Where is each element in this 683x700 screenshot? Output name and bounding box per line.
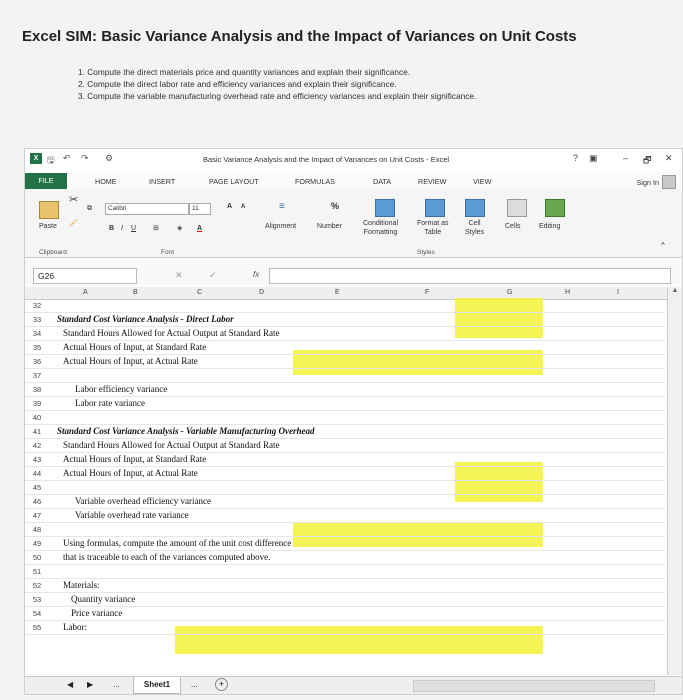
- grow-font-button[interactable]: A: [227, 203, 233, 210]
- column-header[interactable]: C: [197, 289, 203, 296]
- table-row: 42 Standard Hours Allowed for Actual Output at Standard Rate: [25, 440, 665, 453]
- sheet-more-button[interactable]: ...: [191, 680, 198, 689]
- formula-bar: [25, 262, 682, 284]
- conditional-formatting-icon[interactable]: [375, 199, 395, 217]
- tab-formulas[interactable]: FORMULAS: [295, 177, 335, 186]
- redo-icon[interactable]: ↷: [81, 153, 89, 163]
- table-row: 36 Actual Hours of Input, at Actual Rate: [25, 356, 665, 369]
- table-row: 41 Standard Cost Variance Analysis - Variable Manufacturing Overhead: [25, 426, 665, 439]
- borders-icon[interactable]: ⊞: [153, 225, 159, 232]
- table-row: 52 Materials:: [25, 580, 665, 593]
- formula-input[interactable]: [269, 268, 671, 284]
- table-row: 44 Actual Hours of Input, at Actual Rate: [25, 468, 665, 481]
- minimize-button[interactable]: –: [623, 153, 629, 163]
- cells-icon[interactable]: [507, 199, 527, 217]
- instruction-item: 1. Compute the direct materials price and quantity variances and explain their significance.: [78, 67, 411, 77]
- paste-icon[interactable]: [39, 201, 59, 219]
- table-row: 46 Variable overhead efficiency variance: [25, 496, 665, 509]
- font-group-label: Font: [161, 249, 175, 256]
- excel-logo-icon: X: [30, 153, 42, 164]
- column-headers: [25, 287, 682, 300]
- formula-cancel-icon[interactable]: ✕: [175, 270, 183, 280]
- clipboard-group-label: Clipboard: [39, 249, 67, 256]
- customize-toolbar-icon[interactable]: ⚙: [105, 153, 114, 163]
- sign-in[interactable]: [637, 175, 676, 189]
- sheet-next-button[interactable]: ▶: [87, 680, 94, 689]
- save-icon[interactable]: 🖫: [47, 155, 55, 165]
- tab-page-layout[interactable]: PAGE LAYOUT: [209, 177, 259, 186]
- alignment-button[interactable]: Alignment: [265, 223, 297, 230]
- sheet-tab[interactable]: Sheet1: [133, 677, 181, 694]
- font-color-button[interactable]: A: [197, 225, 203, 232]
- column-header[interactable]: B: [133, 289, 138, 296]
- italic-button[interactable]: I: [121, 225, 123, 232]
- tab-insert[interactable]: INSERT: [149, 177, 176, 186]
- instruction-item: 3. Compute the variable manufacturing overhead rate and efficiency variances and explain their significance.: [78, 91, 477, 101]
- table-row: 45: [25, 482, 665, 495]
- column-header[interactable]: I: [617, 289, 619, 296]
- close-button[interactable]: ✕: [665, 153, 673, 163]
- column-header[interactable]: H: [565, 289, 571, 296]
- table-row: 54 Price variance: [25, 608, 665, 621]
- cell-styles-button[interactable]: Cell Styles: [465, 220, 485, 236]
- worksheet-grid[interactable]: [25, 300, 665, 674]
- ribbon-tabs: [25, 173, 682, 189]
- cells-button[interactable]: Cells: [505, 223, 521, 230]
- sign-in-label: Sign In: [636, 177, 659, 187]
- format-as-table-button[interactable]: Format as Table: [417, 220, 449, 236]
- table-row: 33 Standard Cost Variance Analysis - Direct Labor: [25, 314, 665, 327]
- table-row: 37: [25, 370, 665, 383]
- shrink-font-button[interactable]: A: [241, 204, 246, 210]
- column-header[interactable]: G: [507, 289, 513, 296]
- vertical-scrollbar[interactable]: ▲: [667, 287, 682, 675]
- collapse-ribbon-icon[interactable]: ^: [661, 241, 665, 250]
- format-as-table-icon[interactable]: [425, 199, 445, 217]
- title-bar: [25, 149, 682, 171]
- table-row: 55 Labor:: [25, 622, 665, 635]
- font-size-select[interactable]: 11: [189, 203, 211, 215]
- excel-window: [24, 148, 683, 695]
- alignment-icon[interactable]: ≡: [279, 201, 285, 212]
- table-row: 50 that is traceable to each of the variances computed above.: [25, 552, 665, 565]
- sheet-prev-button[interactable]: ◀: [67, 680, 74, 689]
- table-row: 35 Actual Hours of Input, at Standard Rate: [25, 342, 665, 355]
- styles-group-label: Styles: [417, 249, 435, 256]
- table-row: 40: [25, 412, 665, 425]
- help-button[interactable]: ?: [573, 153, 579, 163]
- paste-label[interactable]: Paste: [39, 223, 57, 230]
- sheet-bar: [25, 676, 682, 695]
- add-sheet-button[interactable]: +: [215, 678, 228, 691]
- insert-function-button[interactable]: fx: [253, 270, 260, 279]
- undo-icon[interactable]: ↶: [63, 153, 71, 163]
- column-header[interactable]: E: [335, 289, 340, 296]
- tab-file[interactable]: FILE: [25, 173, 67, 189]
- window-title: Basic Variance Analysis and the Impact of Variances on Unit Costs - Excel: [203, 155, 450, 164]
- cut-icon[interactable]: ✂: [69, 194, 79, 206]
- instructions-list: [78, 66, 476, 102]
- table-row: 53 Quantity variance: [25, 594, 665, 607]
- table-row: 39 Labor rate variance: [25, 398, 665, 411]
- sheet-more-button[interactable]: ...: [113, 680, 120, 689]
- font-name-select[interactable]: Calibri: [105, 203, 189, 215]
- copy-icon[interactable]: ⧉: [87, 205, 92, 212]
- editing-button[interactable]: Editing: [539, 223, 561, 230]
- percent-icon[interactable]: %: [331, 201, 340, 211]
- maximize-button[interactable]: 🗗: [643, 155, 652, 165]
- horizontal-scrollbar[interactable]: [413, 680, 655, 692]
- table-row: 47 Variable overhead rate variance: [25, 510, 665, 523]
- page-heading: Excel SIM: Basic Variance Analysis and the Impact of Variances on Unit Costs: [22, 28, 577, 45]
- column-header[interactable]: A: [83, 289, 88, 296]
- table-row: 38 Labor efficiency variance: [25, 384, 665, 397]
- cell-styles-icon[interactable]: [465, 199, 485, 217]
- fill-color-icon[interactable]: ◈: [177, 225, 183, 232]
- avatar: [662, 175, 676, 189]
- tab-data[interactable]: DATA: [373, 177, 392, 186]
- format-painter-icon[interactable]: 🖌: [69, 220, 78, 227]
- column-header[interactable]: F: [425, 289, 430, 296]
- column-header[interactable]: D: [259, 289, 265, 296]
- table-row: 32: [25, 300, 665, 313]
- table-row: 43 Actual Hours of Input, at Standard Rate: [25, 454, 665, 467]
- instruction-item: 2. Compute the direct labor rate and efficiency variances and explain their significance.: [78, 79, 397, 89]
- bold-button[interactable]: B: [109, 225, 115, 232]
- tab-review[interactable]: REVIEW: [418, 177, 447, 186]
- tab-view[interactable]: VIEW: [473, 177, 492, 186]
- conditional-formatting-button[interactable]: Conditional Formatting: [363, 220, 399, 236]
- ribbon-display-icon[interactable]: ▣: [589, 153, 598, 163]
- table-row: 49 Using formulas, compute the amount of the unit cost difference: [25, 538, 665, 551]
- table-row: 34 Standard Hours Allowed for Actual Output at Standard Rate: [25, 328, 665, 341]
- number-button[interactable]: Number: [317, 223, 342, 230]
- formula-enter-icon[interactable]: ✓: [209, 270, 217, 280]
- underline-button[interactable]: U: [131, 225, 137, 232]
- table-row: 48: [25, 524, 665, 537]
- table-row: 51: [25, 566, 665, 579]
- tab-home[interactable]: HOME: [95, 177, 117, 186]
- editing-icon[interactable]: [545, 199, 565, 217]
- name-box[interactable]: G26: [33, 268, 137, 284]
- ribbon: [25, 189, 682, 258]
